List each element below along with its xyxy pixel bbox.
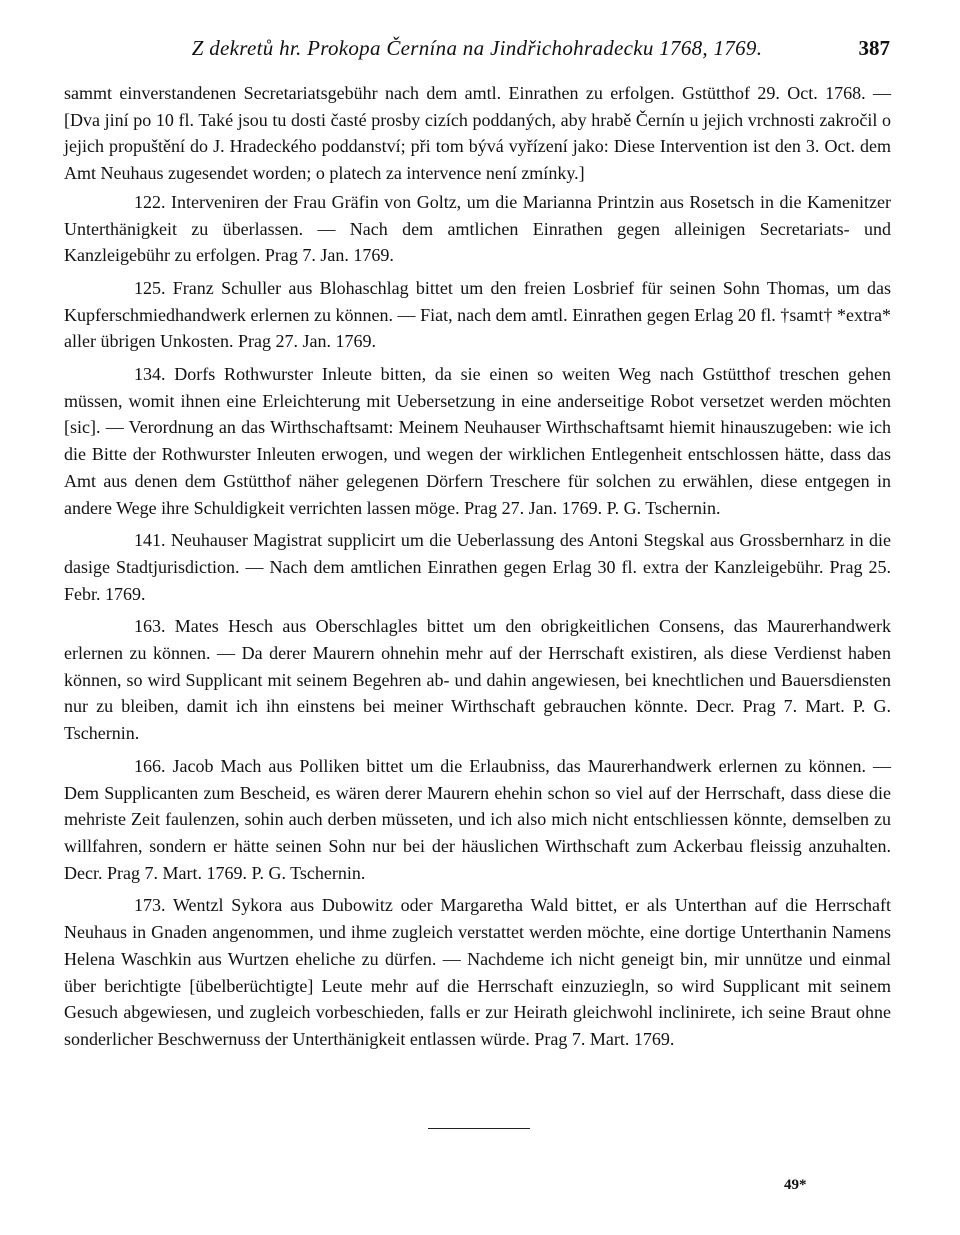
page-number: 387 bbox=[858, 36, 890, 60]
section-divider-rule bbox=[428, 1128, 530, 1129]
paragraph-entry-125: 125. Franz Schuller aus Blohaschlag bittet um den freien Losbrief für seinen Sohn Thomas, um das Kupferschmiedhandwerk erlernen zu können. — Fiat, nach dem amtl. Einrathen gegen Erlag 20 fl. †samt† *extra* aller übrigen Unkosten. Prag 27. Jan. 1769. bbox=[64, 277, 891, 352]
paragraph-entry-134: 134. Dorfs Rothwurster Inleute bitten, da sie einen so weiten Weg nach Gstütthof treschen gehen müssen, womit ihnen eine Erleichterung mit Uebersetzung in eine anderseitige Robot versetzet werden möchten [sic]. — Verordnung an das Wirthschaftsamt: Meinem Neuhauser Wirthschaftsamt hiemit hinauszugeben: wie ich die Bitte der Rothwurster Inleuten erwogen, und wegen der wirklichen Entlegenheit entschlossen hätte, dass das Amt aus denen dem Gstütthof näher gelegenen Dörfern Treschere für solchen zu erwählen, diese entgegen in andere Wege ihre Schuldigkeit verrichten lassen möge. Prag 27. Jan. 1769. P. G. Tschernin. bbox=[64, 364, 891, 518]
paragraph-entry-141: 141. Neuhauser Magistrat supplicirt um die Ueberlassung des Antoni Stegskal aus Grossbernharz in die dasige Stadtjurisdiction. — Nach dem amtlichen Einrathen gegen Erlag 30 fl. extra der Kanzleigebühr. Prag 25. Febr. 1769. bbox=[64, 530, 891, 604]
paragraph-entry-166: 166. Jacob Mach aus Polliken bittet um die Erlaubniss, das Maurerhandwerk erlernen zu können. — Dem Supplicanten zum Bescheid, es wären derer Maurern ehehin schon so viel auf der Herrschaft, dass diese die mehriste Zeit faulenzen, sohin auch derben müsseten, und ich also mich nicht entschliessen könnte, demselben zu willfahren, sondern er hätte seinen Sohn nur bei der häuslichen Wirthschaft zum Ackerbau fleissig anzuhalten. Decr. Prag 7. Mart. 1769. P. G. Tschernin. bbox=[64, 755, 891, 883]
paragraph-entry-173: 173. Wentzl Sykora aus Dubowitz oder Margaretha Wald bittet, er als Unterthan auf die Herrschaft Neuhaus in Gnaden angenommen, und ihme zugleich verstattet werden möchte, eine dortige Unterthanin Namens Helena Waschkin aus Wurtzen eheliche zu dürfen. — Nachdeme ich nicht geneigt bin, mir unnütze und einmal über berichtigte [übelberüchtigte] Leute mehr auf die Herrschaft einzuziegln, so wird Supplicant mit seinem Gesuch abgewiesen, und zugleich vorbeschieden, falls er zur Heirath gleichwohl inclinirete, ich seine Braut ohne sonderlicher Beschwernuss der Unterthänigkeit entlassen würde. Prag 7. Mart. 1769. bbox=[64, 895, 891, 1049]
paragraph-entry-122: 122. Interveniren der Frau Gräfin von Goltz, um die Marianna Printzin aus Rosetsch in die Kamenitzer Unterthänigkeit zu überlassen. — Nach dem amtlichen Einrathen gegen alleinigen Secretariats- und Kanzleigebühr zu erfolgen. Prag 7. Jan. 1769. bbox=[64, 191, 891, 266]
page-header bbox=[64, 36, 890, 66]
running-title: Z dekretů hr. Prokopa Černína na Jindřichohradecku 1768, 1769. bbox=[191, 36, 763, 60]
signature-mark: 49* bbox=[784, 1177, 807, 1193]
paragraph-continuation: sammt einverstandenen Secretariatsgebühr nach dem amtl. Einrathen zu erfolgen. Gstütthof 29. Oct. 1768. — [Dva jiní po 10 fl. Také jsou tu dosti časté prosby cizích poddaných, aby hrabě Černín u jejich vrchnosti zakročil o jejich propuštění do J. Hradeckého poddanství; při tom bývá vyřízení jako: Diese Intervention ist den 3. Oct. dem Amt Neuhaus zugesendet worden; o platech za intervence není zmínky.] bbox=[64, 83, 891, 184]
paragraph-entry-163: 163. Mates Hesch aus Oberschlagles bittet um den obrigkeitlichen Consens, das Maurerhandwerk erlernen zu können. — Da derer Maurern ohnehin mehr auf der Herrschaft existiren, als diese Verdienst haben können, so wird Supplicant mit seinem Begehren ab- und dahin angewiesen, bei knechtlichen und Bauersdiensten nur zu bleiben, damit ich ihn einstens bei meiner Wirthschaft gebrauchen könnte. Decr. Prag 7. Mart. P. G. Tschernin. bbox=[64, 616, 891, 744]
document-body bbox=[64, 80, 891, 1059]
